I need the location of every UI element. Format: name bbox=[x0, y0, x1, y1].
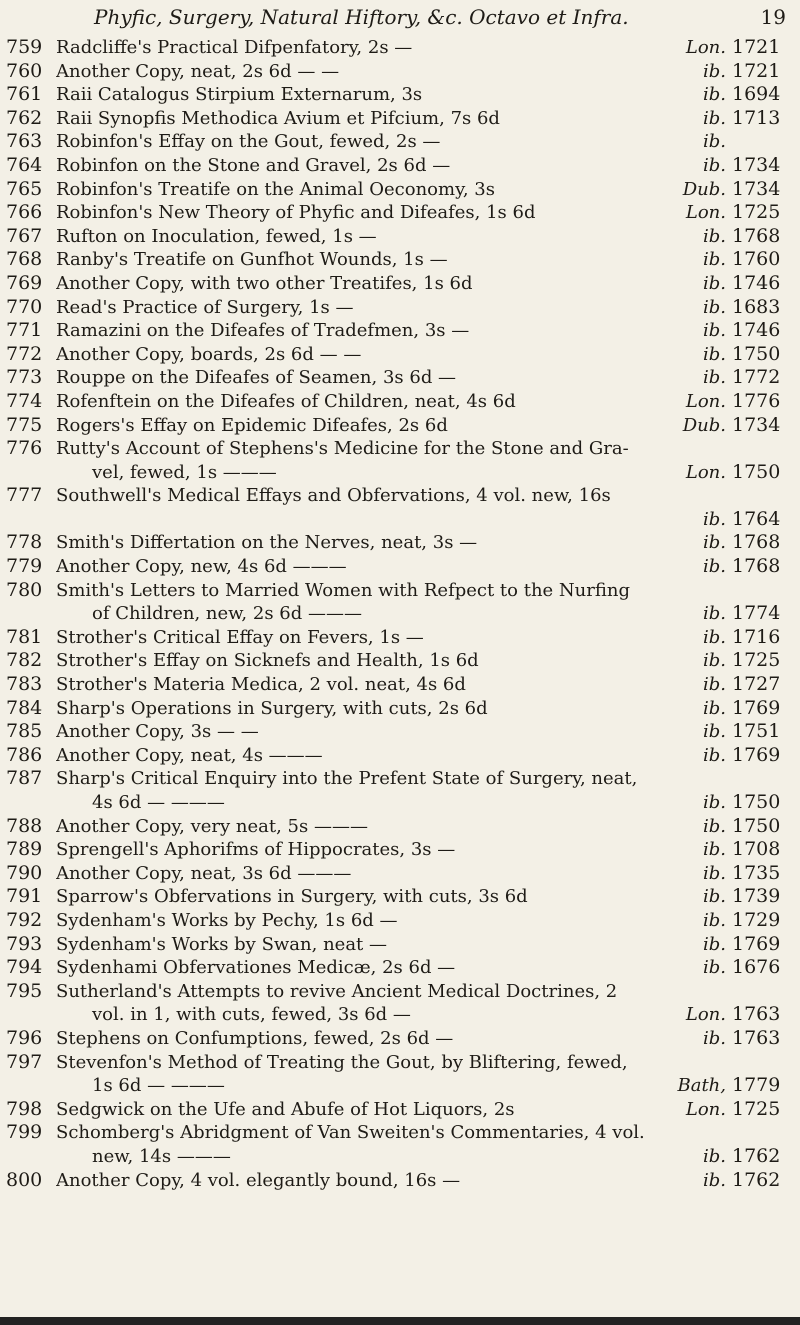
entry-year: 1768 bbox=[732, 531, 781, 554]
entry-place: ib. bbox=[702, 1169, 726, 1191]
entry-title: Smith's Differtation on the Nerves, neat, 3s — bbox=[56, 532, 478, 554]
entry-title: Another Copy, very neat, 5s ——— bbox=[56, 815, 368, 837]
entry-year: 1779 bbox=[732, 1074, 781, 1097]
entry-number: 766 bbox=[6, 201, 43, 224]
entry-number: 762 bbox=[6, 106, 43, 129]
entry-line bbox=[6, 225, 786, 249]
entry-number: 763 bbox=[6, 130, 43, 153]
entry-place: Lon. bbox=[685, 1098, 726, 1120]
entry-number: 769 bbox=[6, 271, 43, 294]
entry-year: 1721 bbox=[732, 59, 781, 82]
entry-continuation-line bbox=[6, 1074, 786, 1098]
entry-line bbox=[6, 248, 786, 272]
entry-year: 1734 bbox=[732, 413, 781, 436]
entry-number: 795 bbox=[6, 979, 43, 1002]
entry-year: 1774 bbox=[732, 602, 781, 625]
catalogue-entry bbox=[6, 531, 786, 555]
entry-number: 799 bbox=[6, 1121, 43, 1144]
entry-number: 768 bbox=[6, 248, 43, 271]
entry-line bbox=[6, 862, 786, 886]
entry-place: ib. bbox=[702, 957, 726, 979]
entry-line bbox=[6, 744, 786, 768]
entry-line bbox=[6, 697, 786, 721]
entry-title: Robinfon on the Stone and Gravel, 2s 6d — bbox=[56, 154, 451, 176]
entry-line bbox=[6, 885, 786, 909]
entry-title: Another Copy, 3s — — bbox=[56, 721, 259, 743]
entry-line bbox=[6, 60, 786, 84]
catalogue-entry bbox=[6, 1169, 786, 1193]
catalogue-entry bbox=[6, 178, 786, 202]
entry-title: Sparrow's Obfervations in Surgery, with cuts, 3s 6d bbox=[56, 886, 528, 908]
entry-continuation-line bbox=[6, 508, 786, 532]
entry-year: 1746 bbox=[732, 319, 781, 342]
entry-place: ib. bbox=[702, 886, 726, 908]
entry-number: 800 bbox=[6, 1168, 43, 1191]
entry-place: ib. bbox=[702, 815, 726, 837]
catalogue-entry bbox=[6, 909, 786, 933]
entry-place: ib. bbox=[702, 1145, 726, 1167]
entry-title: Sutherland's Attempts to revive Ancient Medical Doctrines, 2 bbox=[56, 980, 618, 1002]
entry-continuation-line bbox=[6, 1145, 786, 1169]
catalogue-entry bbox=[6, 555, 786, 579]
entry-line bbox=[6, 909, 786, 933]
entry-number: 793 bbox=[6, 932, 43, 955]
catalogue-entry bbox=[6, 767, 786, 814]
entry-place: ib. bbox=[702, 249, 726, 271]
entry-place: ib. bbox=[702, 1027, 726, 1049]
catalogue-entry bbox=[6, 1027, 786, 1051]
entry-place: ib. bbox=[702, 721, 726, 743]
entry-title: Another Copy, neat, 3s 6d ——— bbox=[56, 862, 352, 884]
entry-year: 1763 bbox=[732, 1026, 781, 1049]
catalogue-entry bbox=[6, 673, 786, 697]
catalogue-entry bbox=[6, 933, 786, 957]
entry-year: 1762 bbox=[732, 1144, 781, 1167]
entry-title: Ranby's Treatife on Gunfhot Wounds, 1s — bbox=[56, 249, 448, 271]
entry-number: 786 bbox=[6, 743, 43, 766]
entry-place: ib. bbox=[702, 84, 726, 106]
entry-line bbox=[6, 319, 786, 343]
entry-year: 1750 bbox=[732, 791, 781, 813]
catalogue-entry bbox=[6, 201, 786, 225]
catalogue-entry bbox=[6, 319, 786, 343]
entry-continuation-line bbox=[6, 602, 786, 626]
entry-title: Sedgwick on the Ufe and Abufe of Hot Liquors, 2s bbox=[56, 1098, 515, 1120]
entry-place: ib. bbox=[702, 508, 726, 530]
entry-place: Lon. bbox=[685, 202, 726, 224]
catalogue-entry bbox=[6, 437, 786, 484]
entry-line bbox=[6, 201, 786, 225]
entry-line bbox=[6, 107, 786, 131]
entry-number: 790 bbox=[6, 861, 43, 884]
entry-number: 791 bbox=[6, 885, 43, 908]
entry-title: Strother's Materia Medica, 2 vol. neat, 4s 6d bbox=[56, 674, 466, 696]
entry-year: 1716 bbox=[732, 625, 781, 648]
catalogue-entry bbox=[6, 838, 786, 862]
catalogue-entry bbox=[6, 1098, 786, 1122]
entry-line bbox=[6, 815, 786, 839]
entry-number: 785 bbox=[6, 720, 43, 743]
entry-continuation-line bbox=[6, 791, 786, 815]
entry-place: Lon. bbox=[685, 37, 726, 58]
entry-title: Ramazini on the Difeafes of Tradefmen, 3s — bbox=[56, 320, 470, 342]
entry-title: Raii Synopfis Methodica Avium et Pifcium, 7s 6d bbox=[56, 107, 500, 129]
entry-line bbox=[6, 1051, 786, 1075]
entry-year: 1713 bbox=[732, 106, 781, 129]
catalogue-entry bbox=[6, 248, 786, 272]
catalogue-entry bbox=[6, 649, 786, 673]
entry-number: 765 bbox=[6, 177, 43, 200]
entry-title: Rutty's Account of Stephens's Medicine for the Stone and Gra- bbox=[56, 438, 629, 460]
entry-title: Sydenham's Works by Swan, neat — bbox=[56, 933, 388, 955]
entry-number: 777 bbox=[6, 484, 43, 507]
entry-title-continued: 4s 6d — ——— bbox=[92, 792, 225, 813]
entry-line bbox=[6, 437, 786, 461]
entry-line bbox=[6, 579, 786, 603]
entry-line bbox=[6, 390, 786, 414]
entry-place: ib. bbox=[702, 839, 726, 861]
running-header bbox=[94, 2, 786, 32]
entry-number: 782 bbox=[6, 649, 43, 672]
entry-line bbox=[6, 555, 786, 579]
entry-line bbox=[6, 154, 786, 178]
entry-number: 789 bbox=[6, 838, 43, 861]
entry-number: 787 bbox=[6, 767, 43, 790]
catalogue-entries bbox=[6, 36, 786, 1192]
entry-place: ib. bbox=[702, 343, 726, 365]
entry-year: 1769 bbox=[732, 696, 781, 719]
entry-title: Another Copy, with two other Treatifes, 1s 6d bbox=[56, 272, 473, 294]
entry-line bbox=[6, 1027, 786, 1051]
entry-year: 1751 bbox=[732, 720, 781, 743]
entry-number: 771 bbox=[6, 319, 43, 342]
entry-line bbox=[6, 130, 786, 154]
catalogue-entry bbox=[6, 484, 786, 531]
catalogue-entry bbox=[6, 579, 786, 626]
entry-title: Read's Practice of Surgery, 1s — bbox=[56, 296, 354, 318]
entry-year: 1734 bbox=[732, 177, 781, 200]
entry-place: Bath, bbox=[677, 1075, 726, 1097]
entry-line bbox=[6, 366, 786, 390]
catalogue-entry bbox=[6, 815, 786, 839]
entry-title-continued: of Children, new, 2s 6d ——— bbox=[92, 603, 362, 625]
entry-place: Lon. bbox=[685, 390, 726, 412]
entry-title: Another Copy, boards, 2s 6d — — bbox=[56, 343, 362, 365]
entry-number: 770 bbox=[6, 295, 43, 318]
entry-year: 1750 bbox=[732, 342, 781, 365]
entry-line bbox=[6, 673, 786, 697]
entry-place: ib. bbox=[702, 626, 726, 648]
entry-number: 792 bbox=[6, 908, 43, 931]
entry-title: Radcliffe's Practical Difpenfatory, 2s — bbox=[56, 37, 413, 58]
entry-title: Southwell's Medical Effays and Obfervations, 4 vol. new, 16s bbox=[56, 485, 611, 507]
entry-line bbox=[6, 414, 786, 438]
entry-year: 1676 bbox=[732, 956, 781, 979]
entry-year: 1764 bbox=[732, 507, 781, 530]
entry-number: 772 bbox=[6, 342, 43, 365]
entry-place: ib. bbox=[702, 933, 726, 955]
entry-place: ib. bbox=[702, 272, 726, 294]
entry-year: 1727 bbox=[732, 673, 781, 696]
catalogue-entry bbox=[6, 296, 786, 320]
catalogue-entry bbox=[6, 1121, 786, 1168]
catalogue-entry bbox=[6, 366, 786, 390]
entry-place: Lon. bbox=[685, 1004, 726, 1026]
entry-place: ib. bbox=[702, 60, 726, 82]
entry-year: 1725 bbox=[732, 201, 781, 224]
catalogue-entry bbox=[6, 1051, 786, 1098]
entry-line bbox=[6, 36, 786, 60]
entry-place: ib. bbox=[702, 862, 726, 884]
entry-title-continued: vol. in 1, with cuts, fewed, 3s 6d — bbox=[92, 1004, 411, 1026]
entry-place: ib. bbox=[702, 556, 726, 578]
entry-line bbox=[6, 720, 786, 744]
entry-year: 1760 bbox=[732, 248, 781, 271]
entry-title: Sharp's Operations in Surgery, with cuts, 2s 6d bbox=[56, 697, 488, 719]
entry-title: Stephens on Confumptions, fewed, 2s 6d — bbox=[56, 1027, 454, 1049]
entry-year: 1762 bbox=[732, 1168, 781, 1191]
entry-title: Robinfon's Effay on the Gout, fewed, 2s — bbox=[56, 131, 441, 153]
entry-place: ib. bbox=[702, 909, 726, 931]
catalogue-entry bbox=[6, 885, 786, 909]
entry-line bbox=[6, 272, 786, 296]
entry-line bbox=[6, 649, 786, 673]
entry-line bbox=[6, 980, 786, 1004]
entry-number: 780 bbox=[6, 578, 43, 601]
entry-number: 767 bbox=[6, 224, 43, 247]
entry-title: Rogers's Effay on Epidemic Difeafes, 2s 6d bbox=[56, 414, 448, 436]
entry-title-continued: new, 14s ——— bbox=[92, 1145, 231, 1167]
entry-number: 774 bbox=[6, 389, 43, 412]
entry-year: 1768 bbox=[732, 224, 781, 247]
entry-title: Rofenftein on the Difeafes of Children, neat, 4s 6d bbox=[56, 390, 516, 412]
catalogue-entry bbox=[6, 697, 786, 721]
entry-title: Another Copy, 4 vol. elegantly bound, 16s — bbox=[56, 1169, 461, 1191]
entry-line bbox=[6, 1098, 786, 1122]
entry-year: 1769 bbox=[732, 932, 781, 955]
entry-line bbox=[6, 343, 786, 367]
entry-place: ib. bbox=[702, 650, 726, 672]
entry-line bbox=[6, 83, 786, 107]
entry-place: ib. bbox=[702, 603, 726, 625]
catalogue-entry bbox=[6, 107, 786, 131]
entry-line bbox=[6, 767, 786, 791]
catalogue-entry bbox=[6, 980, 786, 1027]
catalogue-entry bbox=[6, 744, 786, 768]
entry-title: Rufton on Inoculation, fewed, 1s — bbox=[56, 225, 377, 247]
entry-continuation-line bbox=[6, 461, 786, 485]
entry-year: 1721 bbox=[732, 36, 781, 58]
entry-line bbox=[6, 1169, 786, 1193]
entry-line bbox=[6, 933, 786, 957]
entry-place: ib. bbox=[702, 792, 726, 813]
entry-title: Robinfon's Treatife on the Animal Oeconomy, 3s bbox=[56, 178, 495, 200]
entry-place: Dub. bbox=[682, 414, 726, 436]
entry-place: Lon. bbox=[685, 461, 726, 483]
catalogue-entry bbox=[6, 956, 786, 980]
entry-continuation-line bbox=[6, 1003, 786, 1027]
catalogue-entry bbox=[6, 36, 786, 60]
entry-place: ib. bbox=[702, 674, 726, 696]
entry-number: 796 bbox=[6, 1026, 43, 1049]
catalogue-entry bbox=[6, 343, 786, 367]
entry-title: Stevenfon's Method of Treating the Gout, by Bliftering, fewed, bbox=[56, 1051, 628, 1073]
entry-year: 1750 bbox=[732, 814, 781, 837]
entry-number: 759 bbox=[6, 36, 43, 58]
entry-title-continued: 1s 6d — ——— bbox=[92, 1075, 225, 1097]
entry-year: 1763 bbox=[732, 1003, 781, 1026]
entry-place: ib. bbox=[702, 320, 726, 342]
catalogue-entry bbox=[6, 390, 786, 414]
entry-number: 797 bbox=[6, 1050, 43, 1073]
entry-place: ib. bbox=[702, 744, 726, 766]
entry-number: 773 bbox=[6, 366, 43, 389]
catalogue-entry bbox=[6, 60, 786, 84]
entry-year: 1735 bbox=[732, 861, 781, 884]
header-title: Phyfic, Surgery, Natural Hiftory, &c. Octavo et Infra. bbox=[94, 5, 629, 29]
entry-year: 1750 bbox=[732, 460, 781, 483]
entry-place: ib. bbox=[702, 107, 726, 129]
entry-line bbox=[6, 531, 786, 555]
entry-number: 764 bbox=[6, 153, 43, 176]
entry-line bbox=[6, 178, 786, 202]
entry-number: 781 bbox=[6, 625, 43, 648]
entry-title: Sydenhami Obfervationes Medicæ, 2s 6d — bbox=[56, 957, 456, 979]
entry-line bbox=[6, 838, 786, 862]
entry-year: 1725 bbox=[732, 649, 781, 672]
entry-year: 1725 bbox=[732, 1097, 781, 1120]
entry-number: 761 bbox=[6, 83, 43, 106]
entry-year: 1746 bbox=[732, 271, 781, 294]
entry-place: ib. bbox=[702, 225, 726, 247]
entry-number: 794 bbox=[6, 956, 43, 979]
entry-place: ib. bbox=[702, 697, 726, 719]
entry-title: Strother's Effay on Sicknefs and Health, 1s 6d bbox=[56, 650, 479, 672]
entry-year: 1739 bbox=[732, 885, 781, 908]
entry-number: 776 bbox=[6, 437, 43, 460]
entry-year: 1734 bbox=[732, 153, 781, 176]
entry-title: Another Copy, new, 4s 6d ——— bbox=[56, 556, 347, 578]
entry-title: Another Copy, neat, 2s 6d — — bbox=[56, 60, 340, 82]
page-number: 19 bbox=[760, 5, 786, 29]
entry-number: 775 bbox=[6, 413, 43, 436]
entry-year: 1683 bbox=[732, 295, 781, 318]
entry-line bbox=[6, 956, 786, 980]
entry-place: ib. bbox=[702, 532, 726, 554]
entry-title-continued: vel, fewed, 1s ——— bbox=[92, 461, 277, 483]
entry-line bbox=[6, 484, 786, 508]
entry-number: 760 bbox=[6, 59, 43, 82]
entry-title: Another Copy, neat, 4s ——— bbox=[56, 744, 323, 766]
catalogue-entry bbox=[6, 720, 786, 744]
entry-number: 783 bbox=[6, 673, 43, 696]
entry-year: 1772 bbox=[732, 366, 781, 389]
catalogue-entry bbox=[6, 225, 786, 249]
entry-year: 1694 bbox=[732, 83, 781, 106]
entry-year: 1729 bbox=[732, 908, 781, 931]
entry-year: 1776 bbox=[732, 389, 781, 412]
entry-line bbox=[6, 626, 786, 650]
entry-place: Dub. bbox=[682, 178, 726, 200]
entry-title: Sydenham's Works by Pechy, 1s 6d — bbox=[56, 909, 398, 931]
entry-title: Strother's Critical Effay on Fevers, 1s — bbox=[56, 626, 424, 648]
catalogue-entry bbox=[6, 272, 786, 296]
entry-year: 1768 bbox=[732, 555, 781, 578]
entry-place: ib. bbox=[702, 367, 726, 389]
entry-title: Sharp's Critical Enquiry into the Prefent State of Surgery, neat, bbox=[56, 768, 638, 790]
entry-title: Robinfon's New Theory of Phyfic and Difeafes, 1s 6d bbox=[56, 202, 536, 224]
entry-number: 778 bbox=[6, 531, 43, 554]
entry-title: Smith's Letters to Married Women with Refpect to the Nurfing bbox=[56, 579, 630, 601]
entry-place: ib. bbox=[702, 154, 726, 176]
entry-number: 788 bbox=[6, 814, 43, 837]
entry-title: Rouppe on the Difeafes of Seamen, 3s 6d — bbox=[56, 367, 457, 389]
entry-line bbox=[6, 1121, 786, 1145]
entry-number: 798 bbox=[6, 1097, 43, 1120]
catalogue-entry bbox=[6, 862, 786, 886]
catalogue-entry bbox=[6, 414, 786, 438]
entry-place: ib. bbox=[702, 296, 726, 318]
entry-number: 779 bbox=[6, 555, 43, 578]
page-bottom-edge bbox=[0, 1317, 800, 1325]
catalogue-entry bbox=[6, 130, 786, 154]
entry-title: Raii Catalogus Stirpium Externarum, 3s bbox=[56, 84, 423, 106]
entry-year: 1708 bbox=[732, 838, 781, 861]
catalogue-entry bbox=[6, 626, 786, 650]
entry-line bbox=[6, 296, 786, 320]
entry-title: Sprengell's Aphorifms of Hippocrates, 3s — bbox=[56, 839, 456, 861]
entry-year: 1769 bbox=[732, 743, 781, 766]
catalogue-entry bbox=[6, 154, 786, 178]
entry-number: 784 bbox=[6, 696, 43, 719]
entry-place: ib. bbox=[702, 131, 726, 153]
catalogue-entry bbox=[6, 83, 786, 107]
entry-title: Schomberg's Abridgment of Van Sweiten's Commentaries, 4 vol. bbox=[56, 1122, 645, 1144]
